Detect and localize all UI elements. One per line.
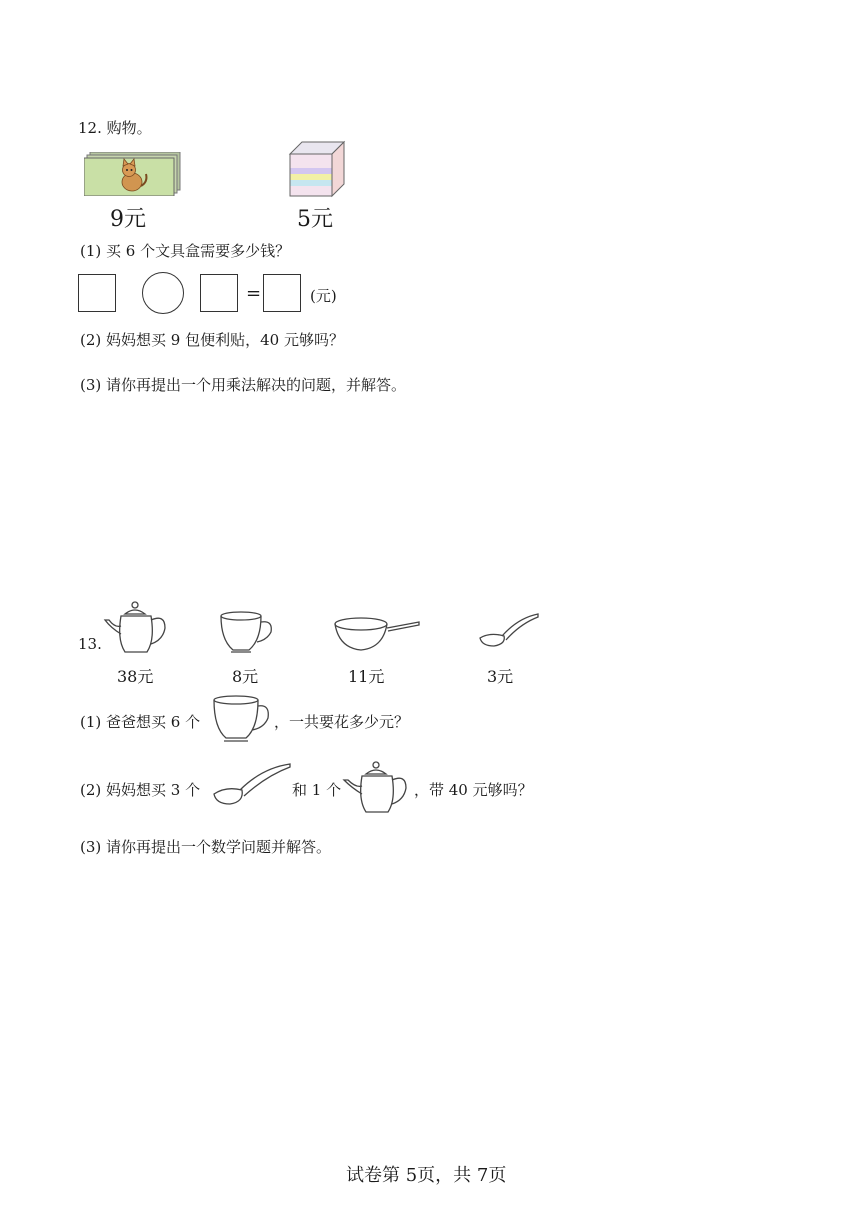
- pencil-box-price: 5元: [297, 207, 333, 232]
- q13-sub3: (3) 请你再提出一个数学问题并解答。: [80, 838, 332, 856]
- operator-circle[interactable]: [142, 272, 184, 314]
- q13-sub2-part2: 和 1 个: [292, 781, 342, 799]
- q13-sub1-part2: ，一共要花多少元？: [274, 713, 410, 731]
- q13-sub2-part1: (2) 妈妈想买 3 个: [80, 781, 201, 799]
- wok-icon: [333, 614, 423, 656]
- sticky-notes-icon: [84, 152, 182, 196]
- cup-icon: [217, 610, 277, 658]
- unit-label: (元): [310, 287, 337, 305]
- cup-icon: [210, 694, 272, 746]
- pencil-box-icon: [288, 140, 348, 198]
- q12-sub2: (2) 妈妈想买 9 包便利贴，40 元够吗？: [80, 331, 344, 349]
- teapot-icon: [103, 600, 171, 656]
- answer-box-result[interactable]: [263, 274, 301, 312]
- q13-sub1-part1: (1) 爸爸想买 6 个: [80, 713, 201, 731]
- spoon-icon: [212, 762, 292, 808]
- page-footer: 试卷第 5页，共 7页: [346, 1165, 507, 1186]
- teapot-price: 38元: [117, 667, 154, 686]
- teapot-icon: [342, 760, 412, 816]
- sticky-notes-price: 9元: [110, 207, 146, 232]
- wok-price: 11元: [348, 667, 385, 686]
- q12-title: 12. 购物。: [78, 119, 152, 137]
- q13-number: 13.: [78, 635, 102, 653]
- spoon-price: 3元: [487, 667, 514, 686]
- q12-sub1: (1) 买 6 个文具盒需要多少钱？: [80, 242, 291, 260]
- equals-sign: =: [246, 283, 262, 304]
- cup-price: 8元: [232, 667, 259, 686]
- answer-box-1[interactable]: [78, 274, 116, 312]
- spoon-icon: [478, 612, 542, 652]
- q12-sub3: (3) 请你再提出一个用乘法解决的问题，并解答。: [80, 376, 407, 394]
- q13-sub2-part3: ，带 40 元够吗？: [414, 781, 533, 799]
- answer-box-2[interactable]: [200, 274, 238, 312]
